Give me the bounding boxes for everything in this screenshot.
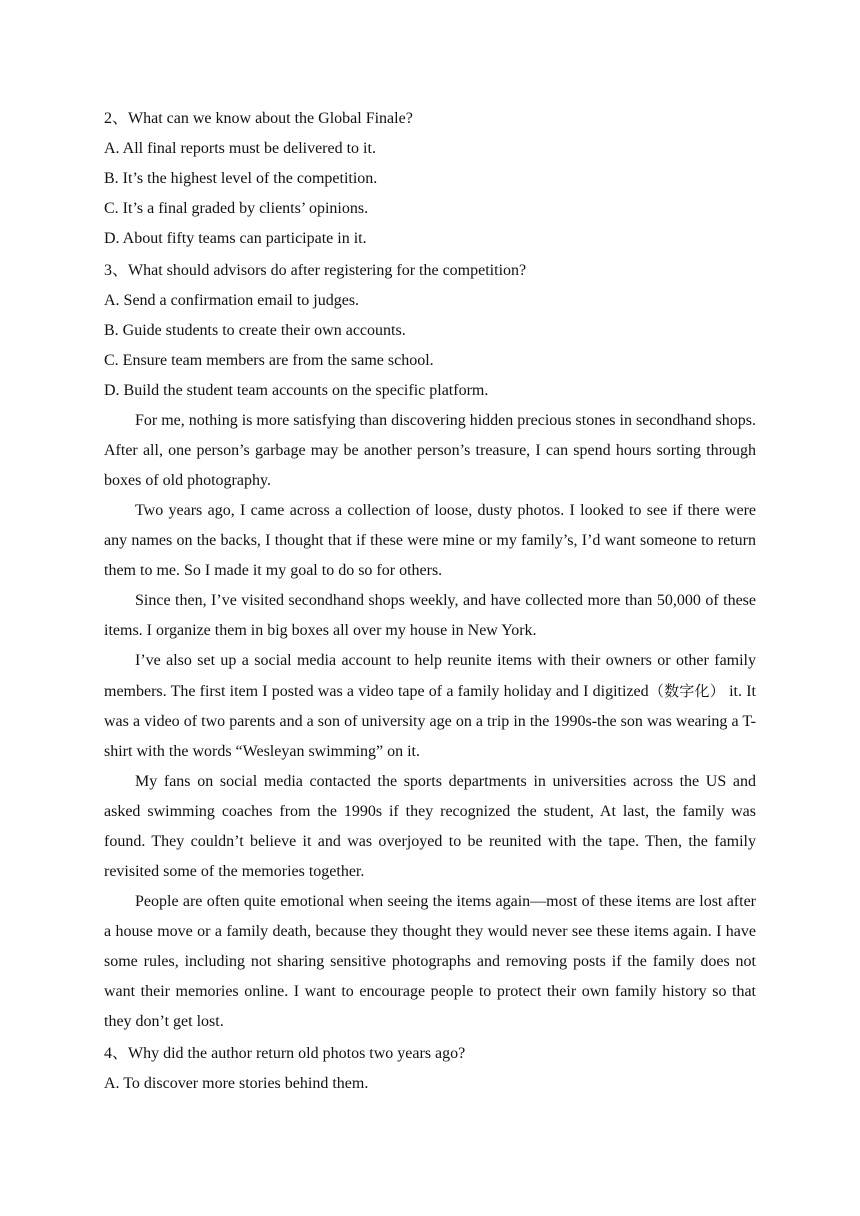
passage-paragraph-3: Since then, I’ve visited secondhand shops weekly, and have collected more than 50,000 of these items. I organize them in big boxes all over my house in New York. — [104, 592, 756, 639]
question-3-option-a: A. Send a confirmation email to judges. — [104, 292, 360, 309]
question-2-stem: 2、What can we know about the Global Finale? — [104, 110, 413, 127]
passage-paragraph-4-part-1: I’ve also set up a social media account to help reunite items with their owners or other family members. The first item I posted was a video tape of a family holiday and I digitized — [104, 652, 756, 700]
passage-paragraph-2: Two years ago, I came across a collection of loose, dusty photos. I looked to see if there were any names on the backs, I thought that if these were mine or my family’s, I’d want someone to return them to me. So I made it my goal to do so for others. — [104, 502, 756, 579]
passage-paragraph-6: People are often quite emotional when seeing the items again—most of these items are lost after a house move or a family death, because they thought they would never see these items again. I have some rules, including not sharing sensitive photographs and removing posts if the family does not want their memories online. I want to encourage people to protect their own family history so that they don’t get lost. — [104, 893, 756, 1030]
question-3-option-b: B. Guide students to create their own accounts. — [104, 322, 406, 339]
question-3-option-d: D. Build the student team accounts on the specific platform. — [104, 382, 489, 399]
question-2-option-b: B. It’s the highest level of the competition. — [104, 170, 378, 187]
question-2-option-a: A. All final reports must be delivered to it. — [104, 140, 376, 157]
question-2-option-d: D. About fifty teams can participate in it. — [104, 230, 367, 247]
question-4-stem: 4、Why did the author return old photos two years ago? — [104, 1045, 466, 1062]
question-3-option-c: C. Ensure team members are from the same school. — [104, 352, 434, 369]
question-4-option-a: A. To discover more stories behind them. — [104, 1075, 369, 1092]
chinese-gloss: （数字化） — [648, 682, 725, 700]
document-page — [104, 102, 756, 1099]
passage-paragraph-5: My fans on social media contacted the sports departments in universities across the US and asked swimming coaches from the 1990s if they recognized the student, At last, the family was found. They couldn’t believe it and was overjoyed to be reunited with the tape. Then, the family revisited some of the memories together. — [104, 773, 756, 880]
question-2-option-c: C. It’s a final graded by clients’ opinions. — [104, 200, 369, 217]
passage-paragraph-1: For me, nothing is more satisfying than discovering hidden precious stones in secondhand shops. After all, one person’s garbage may be another person’s treasure, I can spend hours sorting through boxes of old photography. — [104, 412, 756, 489]
passage-paragraph-4-part-2: it. It was a video of two parents and a son of university age on a trip in the 1990s-the son was wearing a T-shirt with the words “Wesleyan swimming” on it. — [104, 683, 756, 760]
passage-paragraph-4 — [104, 646, 756, 767]
question-3-stem: 3、What should advisors do after registering for the competition? — [104, 262, 527, 279]
